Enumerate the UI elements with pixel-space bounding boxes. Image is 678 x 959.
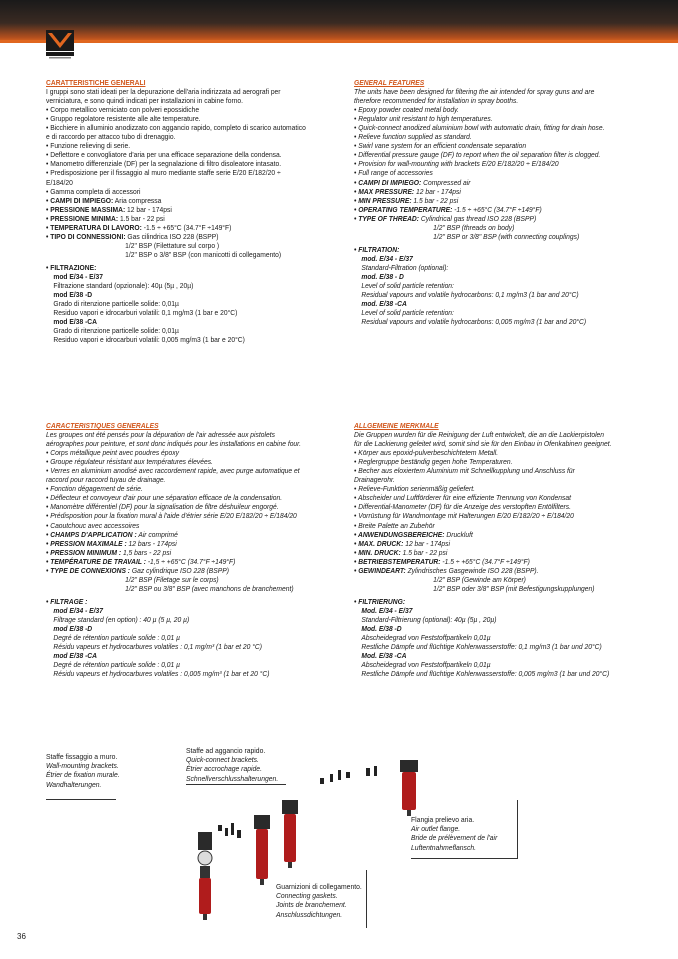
- bullet-item: • Breite Palette an Zubehör: [354, 520, 435, 530]
- spec-label: • PRESSIONE MINIMA:: [46, 213, 119, 223]
- connecting-parts-top: [320, 766, 377, 784]
- spec-value: Zylindrisches Gasgewinde ISO 228 (BSPP).: [405, 565, 539, 575]
- filter-model: mod E/38 -CA: [53, 651, 98, 661]
- bullet-item: • Bicchiere in alluminio anodizzato con aggancio rapido, completo di scarico automatico: [46, 123, 306, 133]
- bullet-item: • Full range of accessories: [354, 168, 433, 178]
- section-title: GENERAL FEATURES: [354, 78, 425, 87]
- bullet-item: • Epoxy powder coated metal body.: [354, 105, 459, 115]
- filter-unit-right: [400, 760, 418, 816]
- spec-label: • MAX. DRUCK:: [354, 538, 404, 548]
- section-italian: [46, 78, 306, 344]
- caption-line: Air outlet flange.: [411, 824, 461, 834]
- spec-label: • PRESSION MAXIMALE :: [46, 538, 127, 548]
- filter-spec: Résidu vapeurs et hydrocarbures volatiles : 0,005 mg/m³ (1 bar et 20 °C): [53, 669, 270, 679]
- caption-line: Schnellverschlusshalterungen.: [186, 773, 279, 783]
- intro-line: Die Gruppen wurden für die Reinigung der Luft entwickelt, die an die Lackierpistolen: [354, 430, 605, 440]
- bullet-item: • Differential-Manometer (DF) für die Anzeige des verstopften Entölfilters.: [354, 502, 572, 512]
- caption-line: Luftentnahmeflansch.: [411, 842, 477, 852]
- spec-value: 1.5 bar - 22 psi: [118, 213, 165, 223]
- filter-spec: Restliche Dämpfe und flüchtige Kohlenwasserstoffe: 0,1 mg/m3 (1 bar und 20°C): [361, 642, 602, 652]
- page-number: 36: [17, 932, 26, 941]
- bullet-item: • Manometro differenziale (DF) per la segnalazione di filtro disoleatore intasato.: [46, 159, 282, 169]
- spec-value: 12 bar - 174psi: [403, 538, 451, 548]
- spec-row: [354, 548, 611, 557]
- regulator-unit-left: [198, 832, 212, 920]
- spec-label: • OPERATING TEMPERATURE:: [354, 204, 453, 214]
- filter-spec: Standard-Filtration (optional):: [361, 262, 449, 272]
- filtration-label: • FILTRAZIONE:: [46, 262, 97, 272]
- connection-line: 1/2" BSP or 3/8" BSP (with connecting couplings): [433, 231, 580, 241]
- caption-wall-brackets: [46, 752, 120, 789]
- bullet-item: • Abscheider und Luftförderer für eine effiziente Trennung von Kondensat: [354, 493, 571, 503]
- caption-leader-flange-base: [411, 858, 518, 859]
- spec-value: 12 bar - 174psi: [414, 186, 461, 196]
- intro-line: aérographes pour peinture, et sont donc indiqués pour les installations en cabine four.: [46, 439, 302, 449]
- filter-model: Mod. E/38 -D: [361, 624, 402, 634]
- bullet-item: • Corps métallique peint avec poudres époxy: [46, 448, 179, 458]
- caption-line: Flangia prelievo aria.: [411, 815, 475, 824]
- filter-model: mod E/34 - E/37: [53, 605, 103, 615]
- spec-value: Air comprimé: [136, 529, 178, 539]
- filter-spec: Residual vapours and volatile hydrocarbons: 0,1 mg/m3 (1 bar and 20°C): [361, 290, 579, 300]
- spec-value: Gaz cylindrique ISO 228 (BSPP): [130, 565, 229, 575]
- filter-spec: Abscheidegrad von Feststoffpartikeln 0,01µ: [361, 633, 491, 643]
- spec-value: Compressed air: [421, 177, 471, 187]
- bullet-item: Drainagerohr.: [354, 475, 395, 485]
- filter-spec: Résidu vapeurs et hydrocarbures volatiles : 0,1 mg/m³ (1 bar et 20 °C): [53, 642, 263, 652]
- filter-spec: Degré de rétention particule solide : 0,01 µ: [53, 660, 181, 670]
- spec-label: • PRESSION MINIMUM :: [46, 547, 122, 557]
- bullet-item: • Manomètre différentiel (DF) pour la signalisation de filtre déshuileur engorgé.: [46, 502, 279, 512]
- section-title: CARATTERISTICHE GENERALI: [46, 78, 146, 87]
- bullet-item: • Funzione relieving di serie.: [46, 141, 131, 151]
- spec-value: -1.5 ÷ +65°C (34.7°F ÷149°F): [452, 204, 542, 214]
- filtration-label: • FILTRATION:: [354, 244, 400, 254]
- intro-line: The units have been designed for filtering the air intended for spray guns and are: [354, 87, 595, 97]
- filter-model: mod E/38 -D: [53, 290, 93, 300]
- caption-air-outlet-flange: [411, 815, 497, 852]
- spec-row: [354, 196, 604, 205]
- bullet-item: • Groupe régulateur résistant aux températures élevées.: [46, 457, 213, 467]
- spec-value: Cylindrical gas thread ISO 228 (BSPP): [419, 213, 537, 223]
- filter-model: mod. E/38 - D: [361, 271, 404, 281]
- spec-row: [354, 214, 604, 223]
- bullet-item: • Caoutchouc avec accessoires: [46, 520, 140, 530]
- caption-leader-flange: [517, 800, 518, 858]
- intro-line: Les groupes ont été pensés pour la dépuration de l'air adressée aux pistolets: [46, 430, 275, 440]
- caption-leader-gaskets: [366, 870, 367, 928]
- filter-unit-middle: [254, 800, 298, 885]
- connection-line: 1/2" BSP ou 3/8" BSP (avec manchons de branchement): [125, 583, 294, 593]
- spec-row: [46, 232, 306, 241]
- filter-model: Mod. E/38 -CA: [361, 651, 407, 661]
- filter-spec: Filtrazione standard (opzionale): 40µ (5µ , 20µ): [53, 281, 194, 291]
- section-french: [46, 421, 301, 678]
- caption-line: Staffe fissaggio a muro.: [46, 752, 118, 761]
- connection-line: 1/2" BSP oder 3/8" BSP (mit Befestigungskupplungen): [433, 583, 595, 593]
- intro-line: therefore recommended for installation in spray booths.: [354, 96, 519, 106]
- filter-model: mod. E/34 - E/37: [361, 253, 413, 263]
- bullet-item: • Verres en aluminium anodisé avec raccordement rapide, avec purge automatique et: [46, 466, 300, 476]
- bullet-item: • Provision for wall-mounting with brackets E/20 E/182/20 ÷ E/184/20: [354, 159, 559, 169]
- bullet-item: • Fonction dégagement de série.: [46, 484, 143, 494]
- connection-line: 1/2" BSP (Filetage sur le corps): [125, 574, 219, 584]
- spec-value: 1,5 bars - 22 psi: [121, 547, 172, 557]
- spec-row: [46, 566, 301, 575]
- spec-row: [354, 566, 611, 575]
- spec-value: Aria compressa: [113, 195, 162, 205]
- spec-label: • TEMPERATURA DI LAVORO:: [46, 222, 142, 232]
- section-title: CARACTERISTIQUES GENERALES: [46, 421, 159, 430]
- spec-value: Druckluft: [444, 529, 473, 539]
- spec-row: [46, 205, 306, 214]
- connection-line: 1/2" BSP (threads on body): [433, 222, 515, 232]
- bullet-item: • Déflecteur et convoyeur d'air pour une séparation efficace de la condensation.: [46, 493, 283, 503]
- filter-spec: Filtrage standard (en option) : 40 µ (5 µ, 20 µ): [53, 614, 190, 624]
- filter-model: mod. E/38 -CA: [361, 299, 407, 309]
- filter-model: mod E/34 - E/37: [53, 271, 103, 281]
- filter-model: mod E/38 -D: [53, 624, 93, 634]
- spec-row: [354, 539, 611, 548]
- bullet-item: • Deflettore e convogliatore d'aria per una efficace separazione della condensa.: [46, 150, 282, 160]
- caption-line: Joints de branchement.: [276, 900, 347, 910]
- section-german: [354, 421, 611, 678]
- filter-spec: Restliche Dämpfe und flüchtige Kohlenwasserstoffe: 0,005 mg/m3 (1 bar und 20°C): [361, 669, 610, 679]
- caption-line: Étrier accrochage rapide.: [186, 764, 262, 774]
- connection-line: 1/2" BSP (Filettature sul corpo ): [125, 240, 220, 250]
- filter-model: Mod. E/34 - E/37: [361, 605, 413, 615]
- filter-spec: Residuo vapori e idrocarburi volatili: 0,005 mg/m3 (1 bar e 20°C): [53, 335, 245, 345]
- spec-label: • MIN PRESSURE:: [354, 195, 412, 205]
- spec-row: [46, 548, 301, 557]
- filter-spec: Grado di ritenzione particelle solide: 0,01µ: [53, 299, 179, 309]
- caption-line: Guarnizioni di collegamento.: [276, 882, 362, 891]
- spec-value: -1,5 ÷ +65°C (34.7°F ÷149°F): [145, 556, 236, 566]
- bullet-item: • Reglergruppe beständig gegen hohe Temperaturen.: [354, 457, 513, 467]
- caption-line: Quick-connect brackets.: [186, 755, 259, 765]
- caption-line: Anschlussdichtungen.: [276, 909, 343, 919]
- spec-value: 1.5 bar - 22 psi: [411, 195, 459, 205]
- spec-row: [46, 530, 301, 539]
- bullet-item: • Gamma completa di accessori: [46, 186, 141, 196]
- spec-label: • CHAMPS D'APPLICATION :: [46, 529, 137, 539]
- bullet-item: • Gruppo regolatore resistente alle alte temperature.: [46, 114, 201, 124]
- header-accent-line: [0, 40, 678, 43]
- caption-line: Bride de prélèvement de l'air: [411, 833, 498, 843]
- spec-value: -1.5 ÷ +65°C (34.7°F ÷149°F): [440, 556, 530, 566]
- bullet-item: • Differential pressure gauge (DF) to report when the oil separation filter is clogged.: [354, 150, 601, 160]
- bullet-item: • Regulator unit resistant to high temperatures.: [354, 114, 493, 124]
- spec-row: [46, 557, 301, 566]
- filter-spec: Level of solid particle retention:: [361, 281, 454, 291]
- spec-label: • MAX PRESSURE:: [354, 186, 415, 196]
- filter-model: mod E/38 -CA: [53, 317, 98, 327]
- bullet-item: e di raccordo per attacco tubo di drenaggio.: [46, 132, 176, 142]
- bullet-item: • Predisposizione per il fissaggio al muro mediante staffe serie E/20 E/182/20 ÷: [46, 168, 281, 178]
- intro-line: für die Lackierung geleitet wird, somit sind sie für den Einbau in Ofenkabinen geeignet.: [354, 439, 612, 449]
- spec-row: [354, 205, 604, 214]
- section-english: [354, 78, 604, 326]
- filter-spec: Residuo vapori e idrocarburi volatili: 0,1 mg/m3 (1 bar e 20°C): [53, 308, 238, 318]
- caption-connecting-gaskets: [276, 882, 362, 919]
- spec-row: [354, 530, 611, 539]
- brand-logo: [46, 30, 74, 60]
- spec-row: [46, 214, 306, 223]
- connection-line: 1/2" BSP o 3/8" BSP (con manicotti di collegamento): [125, 249, 282, 259]
- bullet-item: • Relieve-Funktion serienmäßig geliefert.: [354, 484, 476, 494]
- caption-leader-quick: [186, 784, 286, 785]
- spec-label: • TIPO DI CONNESSIONI:: [46, 231, 126, 241]
- filter-spec: Grado di ritenzione particelle solide: 0,01µ: [53, 326, 179, 336]
- filtration-label: • FILTRIERUNG:: [354, 596, 406, 606]
- bullet-item: • Vorrüstung für Wandmontage mit Halterungen E/20 E/182/20 ÷ E/184/20: [354, 511, 574, 521]
- spec-value: -1.5 ÷ +65°C (34.7°F ÷149°F): [141, 222, 232, 232]
- spec-row: [354, 187, 604, 196]
- spec-row: [354, 557, 611, 566]
- spec-label: • CAMPI DI IMPIEGO:: [46, 195, 114, 205]
- spec-row: [354, 178, 604, 187]
- filter-spec: Residual vapours and volatile hydrocarbons: 0,005 mg/m3 (1 bar and 20°C): [361, 317, 587, 327]
- caption-line: Connecting gaskets.: [276, 891, 338, 901]
- spec-label: • TEMPÉRATURE DE TRAVAIL :: [46, 556, 146, 566]
- spec-label: • PRESSIONE MASSIMA:: [46, 204, 126, 214]
- connection-line: 1/2" BSP (Gewinde am Körper): [433, 574, 526, 584]
- bullet-item: • Becher aus eloxiertem Aluminium mit Schnellkupplung und Anschluss für: [354, 466, 575, 476]
- filter-spec: Level of solid particle retention:: [361, 308, 454, 318]
- spec-label: • GEWINDEART:: [354, 565, 406, 575]
- caption-line: Étrier de fixation murale.: [46, 770, 120, 780]
- bullet-item: E/184/20: [46, 177, 73, 187]
- filter-spec: Degré de rétention particule solide : 0,01 µ: [53, 633, 181, 643]
- spec-value: Gas cilindrica ISO 228 (BSPP): [125, 231, 219, 241]
- spec-label: • BETRIEBSTEMPERATUR:: [354, 556, 441, 566]
- filter-spec: Abscheidegrad von Feststoffpartikeln 0,01µ: [361, 660, 491, 670]
- spec-value: 12 bars - 174psi: [126, 538, 177, 548]
- section-title: ALLGEMEINE MERKMALE: [354, 421, 439, 430]
- spec-value: 12 bar - 174psi: [125, 204, 172, 214]
- connecting-parts-left: [218, 823, 241, 838]
- bullet-item: • Swirl vane system for an efficient condensate separation: [354, 141, 527, 151]
- spec-label: • MIN. DRUCK:: [354, 547, 401, 557]
- spec-row: [46, 539, 301, 548]
- caption-quick-brackets: [186, 746, 278, 783]
- bullet-item: • Körper aus epoxid-pulverbeschichtetem Metall.: [354, 448, 499, 458]
- bullet-item: • Quick-connect anodized aluminium bowl with automatic drain, fitting for drain hose.: [354, 123, 605, 133]
- caption-line: Wall-mounting brackets.: [46, 761, 119, 771]
- intro-line: I gruppi sono stati ideati per la depurazione dell'aria indirizzata ad aerografi per: [46, 87, 281, 97]
- spec-row: [46, 196, 306, 205]
- caption-line: Staffe ad aggancio rapido.: [186, 746, 266, 755]
- header-bar: [0, 0, 678, 42]
- spec-label: • TYPE DE CONNEXIONS :: [46, 565, 131, 575]
- filtration-label: • FILTRAGE :: [46, 596, 88, 606]
- bullet-item: raccord pour raccord tuyau de drainage.: [46, 475, 166, 485]
- spec-label: • CAMPI DI IMPIEGO:: [354, 177, 422, 187]
- spec-label: • TYPE OF THREAD:: [354, 213, 420, 223]
- filter-spec: Standard-Filtrierung (optional): 40µ (5µ , 20µ): [361, 614, 497, 624]
- spec-row: [46, 223, 306, 232]
- filter-assembly-illustration: [170, 760, 570, 930]
- caption-leader-wall: [46, 799, 116, 800]
- caption-line: Wandhalterungen.: [46, 779, 102, 789]
- bullet-item: • Relieve function supplied as standard.: [354, 132, 472, 142]
- bullet-item: • Corpo metallico verniciato con polveri epossidiche: [46, 105, 200, 115]
- spec-label: • ANWENDUNGSBEREICHE:: [354, 529, 445, 539]
- spec-value: 1.5 bar - 22 psi: [400, 547, 448, 557]
- intro-line: verniciatura, e sono quindi indicati per installazioni in cabine forno.: [46, 96, 244, 106]
- bullet-item: • Prédisposition pour la fixation mural à l'aide d'étrier série E/20 E/182/20 ÷ E/184/20: [46, 511, 297, 521]
